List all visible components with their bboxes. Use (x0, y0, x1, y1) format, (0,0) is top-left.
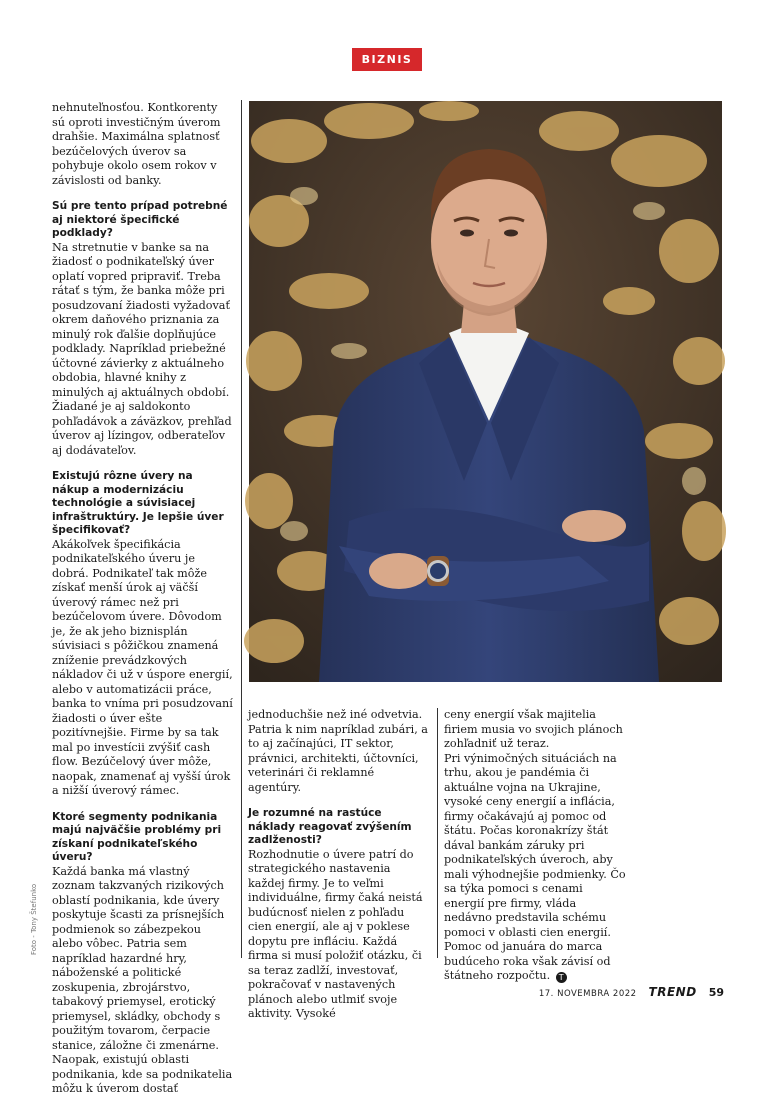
paragraph: Na stretnutie v banke sa na žiadosť o podnikateľský úver oplatí vopred pripraviť. Treba rátať s tým, že banka môže pri posudzovaní žiadosti vyžadovať okrem daňového priznania za minulý rok ďalšie doplňujúce podklady. Napríklad priebežné účtovné závierky z aktuálneho obdobia, hlavné knihy z minulých aj aktuálnych období. Žiadané je aj saldokonto pohľadávok a záväzkov, prehľad úverov aj lízingov, odberateľov aj dodávateľov. (52, 240, 232, 457)
paragraph: nehnuteľnosťou. Kontkorenty sú oproti investičným úverom drahšie. Maximálna splatnosť bezúčelových úverov sa pohybuje okolo osem rokov v závislosti od banky. (52, 101, 221, 187)
paragraph: ceny energií však majitelia firiem musia vo svojich plánoch zohľadniť už teraz. (444, 708, 623, 750)
paragraph-text: Pri výnimočných situáciách na trhu, akou je pandémia či aktuálne vojna na Ukrajine, vysoké ceny energií a inflácia, firmy očakávajú aj pomoc od štátu. Počas koronakrízy štát dával bankám záruky pri podnikateľských úveroch, aby mali výhodnejšie podmienky. Čo sa týka pomoci s cenami energií pre firmy, vláda nedávno predstavila schému pomoci v oblasti cien energií. Pomoc od januára do marca budúceho roka však závisí od štátneho rozpočtu. (444, 751, 626, 982)
article-column-2 (248, 708, 430, 1020)
end-mark-icon: T (556, 972, 567, 983)
portrait-photo (249, 101, 722, 682)
interview-question: Sú pre tento prípad potrebné aj niektoré špecifické podklady? (52, 200, 228, 239)
column-rule (437, 708, 438, 958)
page-number: 59 (708, 986, 724, 999)
interview-question: Ktoré segmenty podnikania majú najväčšie problémy pri získaní podnikateľského úveru? (52, 810, 222, 863)
page-footer (539, 985, 724, 999)
paragraph (444, 752, 626, 984)
column-rule (241, 100, 242, 958)
paragraph: Rozhodnutie o úvere patrí do strategického nastavenia každej firmy. Je to veľmi individuálne, firmy čaká neistá budúcnosť nielen z pohľadu cien energií, ale aj v poklese dopytu pre infláciu. Každá firma si musí položiť otázku, či sa teraz zadlží, investovať, pokračovať v nastavených plánoch alebo utlmiť svoje aktivity. Vysoké (248, 847, 423, 1020)
issue-date: 17. NOVEMBRA 2022 (538, 989, 637, 999)
section-tag: BIZNIS (352, 48, 422, 71)
interview-question: Existujú rôzne úvery na nákup a modernizáciu technológie a súvisiacej infraštruktúry. Je lepšie úver špecifikovať? (52, 470, 224, 536)
interview-question: Je rozumné na rastúce náklady reagovať zvýšením zadlženosti? (248, 807, 412, 846)
article-column-1 (52, 101, 233, 1095)
paragraph: Naopak, existujú oblasti podnikania, kde sa podnikatelia môžu k úverom dostať (52, 1053, 233, 1095)
paragraph: Každá banka má vlastný zoznam takzvaných rizikových oblastí podnikania, kde úvery poskytuje šcasti za prísnejších podmienok so zábezpekou alebo vôbec. Patria sem napríklad hazardné hry, náboženské a politické zoskupenia, zbrojárstvo, tabakový priemysel, erotický priemysel, skládky, obchody s použitým tovarom, čerpacie stanice, záložne či zmenárne. (52, 864, 225, 1052)
paragraph: Akákoľvek špecifikácia podnikateľského úveru je dobrá. Podnikateľ tak môže získať menší úrok aj väčší úverový rámec než pri bezúčelovom úvere. Dôvodom je, že ak jeho biznisplán súvisiaci s pôžičkou znamená zníženie prevádzkových nákladov či už v úspore energií, alebo v automatizácii práce, banka to vníma pri posudzovaní žiadosti o úver ešte pozitívnejšie. Firme by sa tak mal po investícii zvýšiť cash flow. Bezúčelový úver môže, naopak, znamenať aj vyšší úrok a nižší úverový rámec. (52, 537, 233, 797)
paragraph: jednoduchšie než iné odvetvia. Patria k nim napríklad zubári, a to aj začínajúci, IT sektor, právnici, architekti, účtovníci, veterinári či reklamné agentúry. (248, 708, 428, 794)
magazine-logo: TREND (648, 985, 697, 999)
article-column-3 (444, 708, 626, 982)
